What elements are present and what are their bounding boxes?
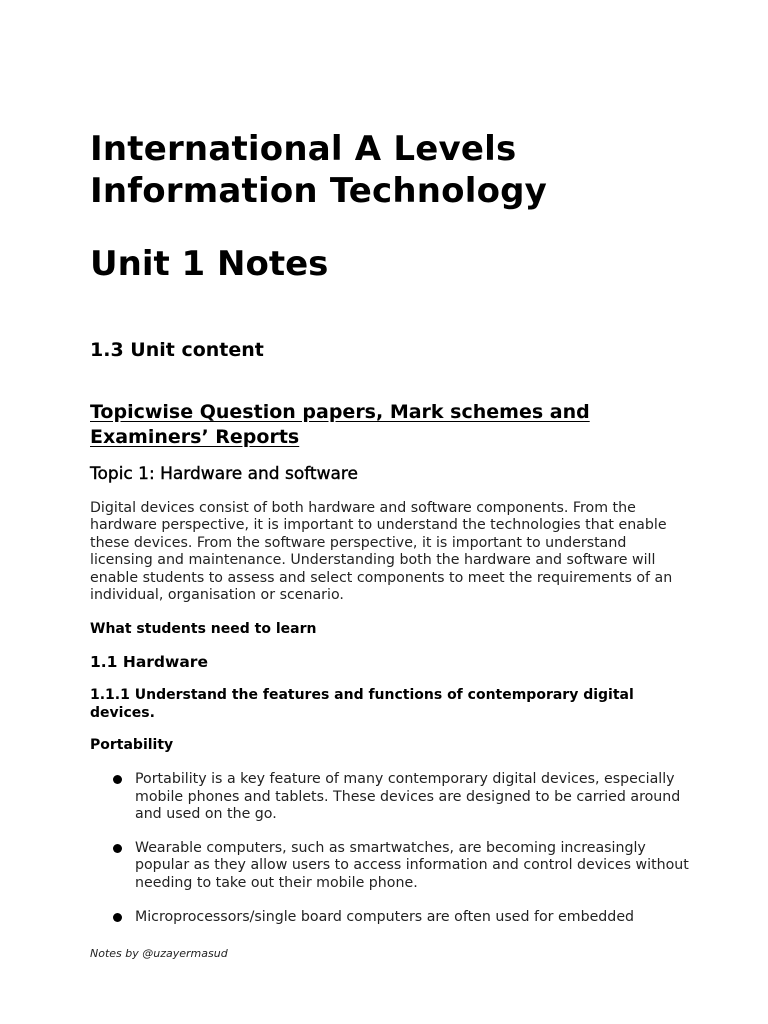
objective-heading: 1.1.1 Understand the features and functions of contemporary digital devices. (90, 687, 634, 721)
bullet-dot-icon (113, 844, 122, 853)
bullet-text: Wearable computers, such as smartwatches, are becoming increasingly popular as they allow users to access information and control devices without needing to take out their mobile phone. (135, 839, 689, 891)
document-title (90, 128, 547, 212)
title-line-2: Information Technology (90, 171, 548, 211)
intro-paragraph: Digital devices consist of both hardware and software components. From the hardware perspective, it is important to understand the technologies that enable these devices. From the software perspective, it is important to understand licensing and maintenance. Understanding both the hardware and software will enable students to assess and select components to meet the requirements of an individual, organisation or scenario. (90, 500, 673, 604)
topic-heading: Topic 1: Hardware and software (90, 464, 358, 484)
bullet-item (90, 909, 690, 927)
title-line-1: International A Levels (90, 129, 517, 169)
bullet-text: Portability is a key feature of many contemporary digital devices, especially mobile phones and tablets. These devices are designed to be carried around and used on the go. (135, 771, 681, 823)
section-heading: 1.3 Unit content (90, 339, 264, 361)
bullet-item (90, 840, 690, 893)
footer-note: Notes by @uzayermasud (90, 947, 228, 960)
hardware-heading: 1.1 Hardware (90, 653, 208, 671)
portability-heading: Portability (90, 737, 174, 753)
unit-title: Unit 1 Notes (90, 244, 329, 284)
bullet-text: Microprocessors/single board computers are often used for embedded (135, 908, 635, 925)
bullet-dot-icon (113, 913, 122, 922)
portability-bullet-list (90, 771, 690, 942)
learn-heading: What students need to learn (90, 621, 317, 637)
resource-heading: Topicwise Question papers, Mark schemes and Examiners’ Reports (90, 401, 590, 448)
bullet-item (90, 771, 690, 824)
bullet-dot-icon (113, 775, 122, 784)
